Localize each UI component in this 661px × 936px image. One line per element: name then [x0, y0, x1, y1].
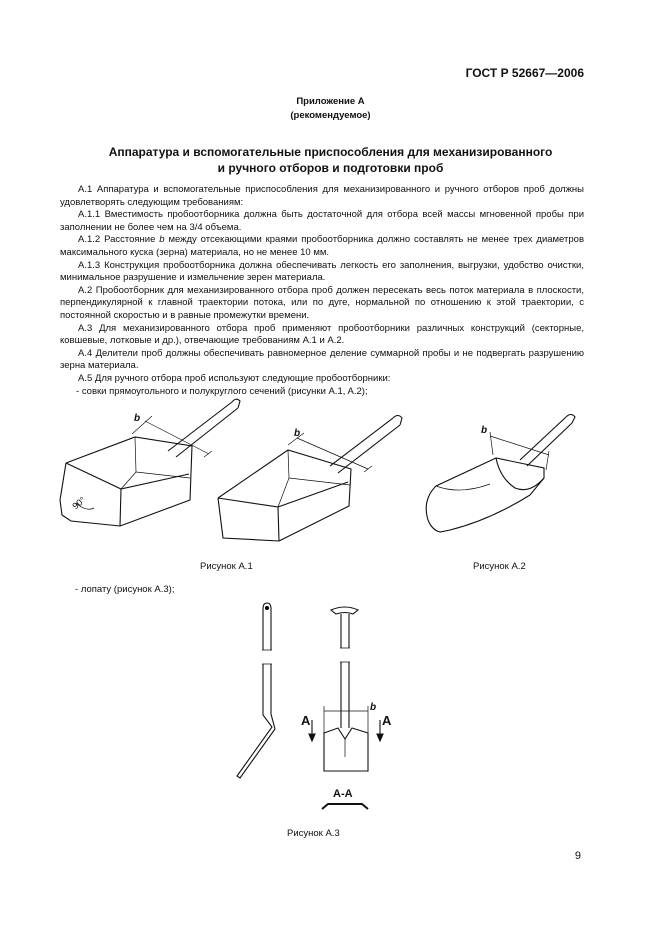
page-number: 9	[574, 850, 581, 862]
list-item-scoops: - совки прямоугольного и полукруглого сечений (рисунки A.1, A.2);	[76, 385, 368, 397]
figure-a1-2-dim-b: b	[294, 428, 301, 439]
figure-a3-caption: Рисунок A.3	[287, 828, 340, 839]
figure-a3-cut-left: A	[301, 713, 311, 728]
paragraph-a1-1: A.1.1 Вместимость пробоотборника должна быть достаточной для отбора всей массы мгновенной пробы при заполнении не более чем на 3/4 объема.	[60, 209, 585, 233]
paragraph-a4: A.4 Делители проб должны обеспечивать равномерное деление суммарной пробы и не подвергать разрушению зерна материала.	[60, 347, 585, 372]
paragraph-a1-3: A.1.3 Конструкция пробоотборника должна обеспечивать легкость его заполнения, выгрузки, удобство очистки, минимальное разрушение и измельчение зерен материала.	[60, 259, 584, 284]
paragraph-a5: A.5 Для ручного отбора проб используют следующие пробоотборники:	[78, 372, 391, 384]
figure-a2-dim-b: b	[481, 425, 488, 436]
section-title-line2: и ручного отборов и подготовки проб	[217, 161, 444, 175]
figure-a3-dim-b: b	[370, 702, 377, 713]
figure-a1-angle-label: 90°	[70, 494, 88, 512]
figure-a1-dim-b: b	[134, 413, 141, 424]
standard-number: ГОСТ Р 52667—2006	[465, 66, 584, 80]
figure-a1-caption: Рисунок A.1	[200, 561, 253, 572]
paragraph-a1-2: A.1.2 Расстояние b между отсекающими краями пробоотборника должно составлять не менее трех диаметров максимального куска (зерна) материала, но не менее 10 мм.	[60, 234, 584, 258]
list-item-shovel: - лопату (рисунок A.3);	[75, 584, 175, 595]
symbol-b: b	[159, 234, 165, 246]
paragraph-a1: A.1 Аппаратура и вспомогательные приспособления для механизированного и ручного отборов проб должны удовлетворять следующим требованиям:	[60, 184, 585, 208]
appendix-title: Приложение А	[296, 96, 365, 107]
paragraph-a2: A.2 Пробоотборник для механизированного отбора проб должен пересекать весь поток материала в плоскости, перпендикулярной к главной траектории потока, или по дуге, нормальной по отношению к этой траектории, с постоянной скоростью и в равные промежутки времени.	[60, 284, 584, 321]
section-title-line1: Аппаратура и вспомогательные приспособления для механизированного	[108, 145, 553, 159]
paragraph-a3: A.3 Для механизированного отбора проб применяют пробоотборники различных конструкций (секторные, ковшевые, лотковые и др.), отвечающие требованиям A.1 и A.2.	[60, 322, 584, 347]
figure-a3-cut-right: A	[382, 713, 392, 728]
appendix-status: (рекомендуемое)	[290, 110, 371, 121]
figure-a2-caption: Рисунок A.2	[473, 561, 526, 572]
figure-a3-section-label: A-A	[333, 788, 353, 800]
